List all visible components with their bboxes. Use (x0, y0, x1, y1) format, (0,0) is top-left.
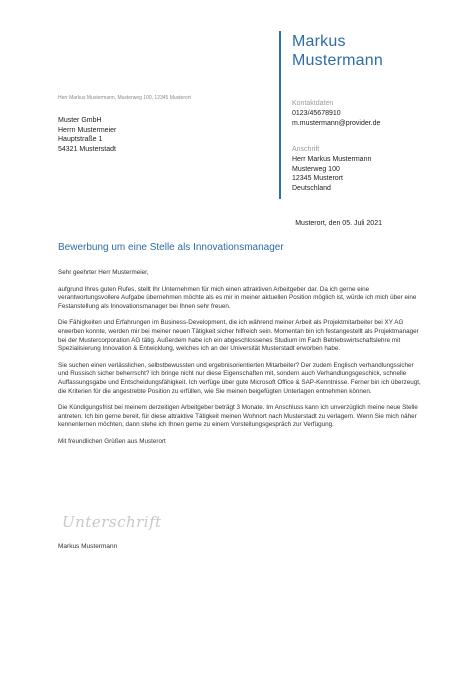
recipient-line: Herrn Mustermeier (58, 126, 117, 134)
accent-divider (279, 31, 281, 199)
signer-name: Markus Mustermann (58, 543, 118, 550)
address-line: Deutschland (292, 184, 331, 192)
address-block (292, 145, 371, 193)
address-label: Anschrift (292, 146, 320, 153)
letter-subject: Bewerbung um eine Stelle als Innovationsmanager (58, 242, 284, 253)
sender-return-line: Herr Markus Mustermann, Musterweg 100, 12345 Musterort (58, 95, 191, 101)
recipient-line: 54321 Musterstadt (58, 145, 116, 153)
contact-block (292, 99, 380, 128)
signature: Unterschrift (62, 513, 162, 531)
body-paragraph: aufgrund Ihres guten Rufes, stellt Ihr Unternehmen für mich einen attraktiven Arbeitgeber dar. Da ich gerne eine verantwortungsvollere Aufgabe übernehmen möchte als es mir in meiner aktuellen Position möglich ist, würde ich mich über eine Festanstellung als Innovationsmanager bei Ihnen sehr freuen. (58, 285, 417, 310)
contact-label: Kontaktdaten (292, 100, 334, 107)
body-paragraph: Sie suchen einen verlässlichen, selbstbewussten und ergebnisorientierten Mitarbeiter? Der zudem Englisch verhandlungssicher und Russisch sicher beherrscht? Ich bringe nicht nur diese Eigenschaften mit, sondern auch Verhandlungsgeschick, schnelle Auffassungsgabe und Entscheidungsfähigkeit. Ich verfüge über gute Microsoft Office & SAP-Kenntnisse. Ferner bin ich überzeugt, die Kriterien für die angestrebte Position zu erfüllen, wie Sie meinen beigefügten Unterlagen entnehmen können. (58, 361, 421, 395)
name-first: Markus (292, 33, 346, 50)
closing: Mit freundlichen Grüßen aus Musterort (58, 437, 166, 445)
name-last: Mustermann (292, 52, 383, 69)
salutation: Sehr geehrter Herr Mustermeier, (58, 269, 149, 276)
address-line: Herr Markus Mustermann (292, 156, 372, 163)
letter-date: Musterort, den 05. Juli 2021 (295, 220, 382, 227)
contact-email: m.mustermann@provider.de (292, 119, 381, 127)
recipient-address (58, 116, 116, 154)
contact-phone: 0123/45678910 (292, 110, 341, 117)
body-paragraph: Die Kündigungsfrist bei meinem derzeitigen Arbeitgeber beträgt 3 Monate. Im Anschluss kann ich unverzüglich meine neue Stelle antreten. Ich bin gerne bereit, für diese attraktive Tätigkeit meinen Wohnort nach Musterstadt zu verlagern. Wenn Sie mich näher kennenlernen möchten, dann stehe ich Ihnen gerne zu einem Vorstellungsgespräch zur Verfügung. (58, 404, 418, 429)
recipient-line: Muster GmbH (58, 117, 102, 124)
address-line: 12345 Musterort (292, 175, 343, 182)
recipient-line: Hauptstraße 1 (58, 136, 103, 143)
body-paragraph: Die Fähigkeiten und Erfahrungen im Business-Development, die ich während meiner Arbeit als Projektmitarbeiter bei XY AG erwerben konnte, werden mir bei meiner neuen Tätigkeit sicher hilfreich sein. Momentan bin ich festangestellt als Projektmanager bei der Mustercorporation AG tätig. Außerdem habe ich ein abgeschlossenes Studium im Fach Betriebswirtschaftslehre mit Spezialisierung Innovation & Entwicklung, welches ich an der Universität Musterstadt erworben habe. (58, 319, 419, 353)
address-line: Musterweg 100 (292, 165, 340, 173)
letter-body (58, 269, 424, 455)
applicant-name (292, 32, 383, 70)
